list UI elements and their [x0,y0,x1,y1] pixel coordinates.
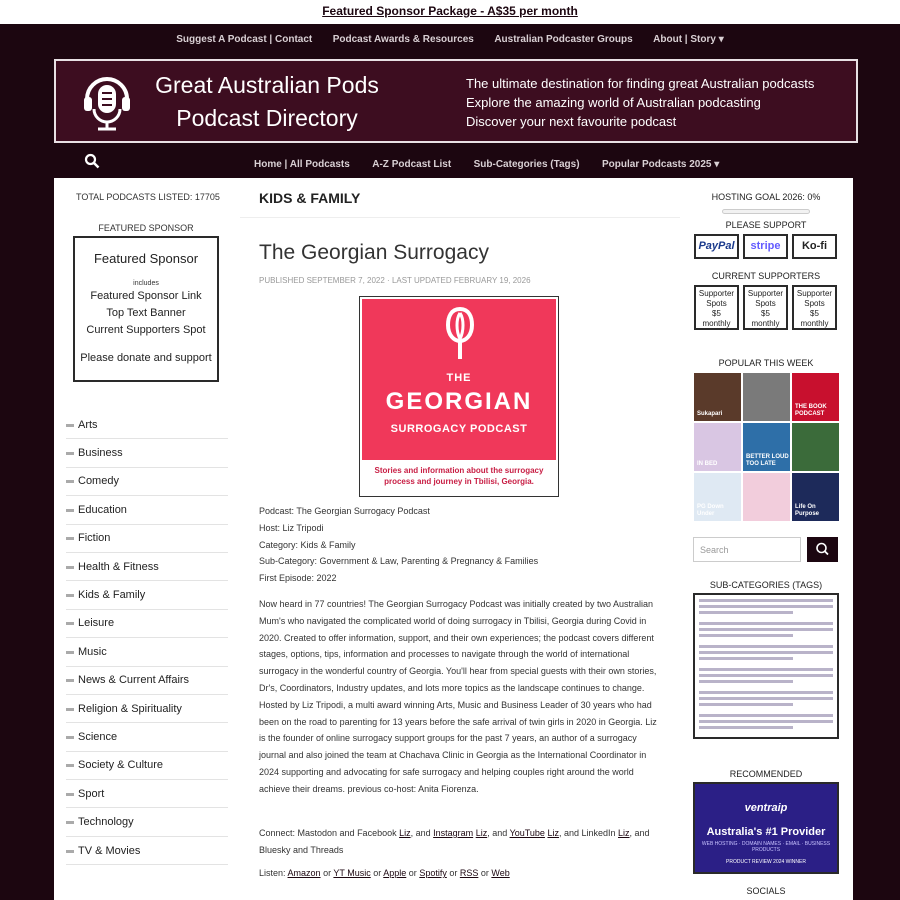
or-text: or [406,868,420,878]
nav-suggest[interactable]: Suggest A Podcast | Contact [176,34,313,45]
connect-text: , and [487,828,510,838]
nav-home[interactable]: Home | All Podcasts [254,159,350,170]
cover-subtitle: SURROGACY PODCAST [390,423,528,435]
supporter-text: monthly [702,319,731,328]
supporter-text: $5 [810,309,819,318]
supporter-text: Supporter [747,289,784,298]
category-business[interactable]: Business [66,439,228,467]
popular-podcast-label: PG Down Under [697,504,724,517]
popular-grid [694,373,839,520]
web-link[interactable]: Web [491,868,510,878]
popular-podcast-tile[interactable] [792,473,839,521]
category-music[interactable]: Music [66,638,228,666]
connect-text: , and Bluesky and Threads [259,828,650,855]
cover-the: THE [446,372,472,384]
tagline-line1: The ultimate destination for finding great Australian podcasts [466,76,815,91]
ad-brand: ventraip [744,802,788,814]
nav-about[interactable]: About | Story ▾ [653,34,724,45]
podcast-description: Now heard in 77 countries! The Georgian Surrogacy Podcast was initially created by two Australian Mum's who navigated the complicated world of doing surrogacy in Tbilisi, Georgia during Covid in 2020. Created to offer information, support, and their own experiences; the podcast covers different stages, options, tips, information and processes to navigate through the world of international surrogacy in the wonderful country of Georgia. You'll hear from special guests with their own stories, Dr's, Coordinators, Industry updates, and lots more topics as the landscape continues to change. Hosted by Liz Tripodi, a multi award winning Arts, Music and Business Leader of 30 years who had been on the road to parenting for 13 years before the safe arrival of twin girls in 2020 in Georgia. Liz is the founder of online surrogacy support groups for the past 7 years, an author of a surrogacy journal and also joined the team at Chachava Clinic in Georgia as the International Coordinator in 2024 supporting and advocating for safe surrogacy and helping couples right around the world achieve their dreams. previous co-host: Anita Fiorenza. [259,599,657,794]
category-sport[interactable]: Sport [66,780,228,808]
tag-link-line[interactable] [699,599,833,602]
podcast-title: The Georgian Surrogacy [259,241,489,264]
popular-podcast-label: Life On Purpose [795,504,820,517]
site-header [54,59,858,143]
apple-link[interactable]: Apple [383,868,407,878]
facebook-link[interactable]: Liz [399,828,411,838]
supporter-spot[interactable] [792,285,837,330]
supporter-text: Supporter [796,289,833,298]
tag-link-line[interactable] [699,691,833,694]
instagram-link[interactable]: Instagram [433,828,474,838]
supporter-text: Spots [755,299,776,308]
ad-headline: Australia's #1 Provider [706,826,826,838]
featured-sponsor-includes: includes [133,280,159,287]
featured-sponsor-item: Current Supporters Spot [86,324,206,336]
cover-georgian: GEORGIAN [385,388,533,415]
cover-description: Stories and information about the surrogacy process and journey in Tbilisi, Georgia. [362,460,556,494]
nav-groups[interactable]: Australian Podcaster Groups [494,34,633,45]
featured-sponsor-item: Top Text Banner [106,307,186,319]
category-technology[interactable]: Technology [66,808,228,836]
supporter-text: Spots [706,299,727,308]
tag-link-line[interactable] [699,611,793,614]
promo-link[interactable]: Featured Sponsor Package - A$35 per month [322,4,578,18]
featured-sponsor-item: Featured Sponsor Link [90,290,202,302]
youtube-liz-link[interactable]: Liz [547,828,559,838]
nav-subcategories[interactable]: Sub-Categories (Tags) [473,159,580,170]
ad-badge: PRODUCT REVIEW 2024 WINNER [726,859,806,865]
featured-sponsor-heading: FEATURED SPONSOR [98,223,194,233]
tag-link-line[interactable] [699,726,793,729]
microphone-logo-icon[interactable] [82,71,132,131]
tags-heading: SUB-CATEGORIES (TAGS) [709,580,823,590]
search-input[interactable]: Search [693,537,801,562]
site-title[interactable] [152,69,382,135]
supporter-text: Supporter [698,289,735,298]
supporter-text: monthly [800,319,829,328]
connect-links [259,825,664,859]
top-navigation [0,24,900,58]
linkedin-link[interactable]: Liz [618,828,630,838]
stripe-button[interactable]: stripe [743,234,788,259]
left-sidebar [54,178,234,900]
nav-az-list[interactable]: A-Z Podcast List [372,159,452,170]
category-leisure[interactable]: Leisure [66,610,228,638]
search-button[interactable] [807,537,838,562]
popular-podcast-label: IN BED [697,461,718,467]
category-kids-family[interactable]: Kids & Family [66,581,228,609]
popular-podcast-tile[interactable] [792,373,839,421]
promo-bar [0,0,900,24]
category-fiction[interactable]: Fiction [66,525,228,553]
hosting-goal-heading: HOSTING GOAL 2026: 0% [711,192,821,202]
popular-podcast-label: Sukapari [697,411,723,417]
ytmusic-link[interactable]: YT Music [333,868,371,878]
category-news[interactable]: News & Current Affairs [66,667,228,695]
tag-link-line[interactable] [699,634,793,637]
featured-sponsor-title: Featured Sponsor [93,251,199,266]
tag-link-line[interactable] [699,680,793,683]
category-list [66,411,228,865]
hosting-goal-progress [722,209,810,214]
platform-buttons-strip[interactable] [332,894,587,900]
tagline-line2: Explore the amazing world of Australian podcasting [466,95,761,110]
category-arts[interactable]: Arts [66,411,228,439]
current-supporters-heading: CURRENT SUPPORTERS [711,271,821,281]
info-podcast: Podcast: The Georgian Surrogacy Podcast [259,506,430,516]
popular-podcast-tile[interactable] [743,373,790,421]
tag-link-line[interactable] [699,720,833,723]
paypal-button[interactable]: PayPal [694,234,739,259]
podcast-info [259,503,538,587]
supporter-text: monthly [751,319,780,328]
site-title-line1: Great Australian Pods [155,72,379,98]
tag-link-line[interactable] [699,628,833,631]
popular-podcast-tile[interactable] [792,423,839,471]
or-text: or [478,868,492,878]
info-subcategory: Sub-Category: Government & Law, Parenting & Pregnancy & Families [259,556,539,567]
supporter-spot[interactable] [743,285,788,330]
info-host: Host: Liz Tripodi [259,522,324,533]
main-navigation [54,143,858,178]
category-education[interactable]: Education [66,496,228,524]
main-article [240,178,680,900]
support-heading: PLEASE SUPPORT [725,220,807,230]
page-content [54,178,853,900]
kofi-button[interactable]: Ko-fi [792,234,837,259]
tag-link-line[interactable] [699,697,833,700]
instagram-liz-link[interactable]: Liz [475,828,488,838]
supporter-text: $5 [761,309,770,318]
or-text: or [370,868,384,878]
divider [240,217,680,218]
tag-link-line[interactable] [699,657,793,660]
search-icon [807,537,838,562]
tags-cloud[interactable] [693,593,839,739]
tag-link-line[interactable] [699,737,833,739]
connect-text: Connect: Mastodon and Facebook [259,828,400,838]
popular-podcast-tile[interactable] [694,473,741,521]
info-category: Category: Kids & Family [259,539,356,550]
info-first-episode: First Episode: 2022 [259,573,337,584]
tag-link-line[interactable] [699,703,793,706]
tag-link-line[interactable] [699,674,833,677]
popular-heading: POPULAR THIS WEEK [718,358,814,368]
supporter-text: Spots [804,299,825,308]
total-podcasts: TOTAL PODCASTS LISTED: 17705 [76,192,220,202]
post-meta: PUBLISHED SEPTEMBER 7, 2022 · LAST UPDATED FEBRUARY 19, 2026 [259,276,531,285]
right-sidebar [686,178,853,900]
rss-link[interactable]: RSS [459,868,479,878]
microphone-icon [440,305,480,365]
recommended-heading: RECOMMENDED [729,769,803,779]
category-comedy[interactable]: Comedy [66,468,228,496]
amazon-link[interactable]: Amazon [287,868,321,878]
category-tv-movies[interactable]: TV & Movies [66,837,228,865]
recommended-ad[interactable] [693,782,839,874]
nav-popular[interactable]: Popular Podcasts 2025 ▾ [602,159,720,170]
category-science[interactable]: Science [66,723,228,751]
cover-artwork [362,299,556,494]
category-title: KIDS & FAMILY [259,190,361,206]
ad-subtext: WEB HOSTING · DOMAIN NAMES · EMAIL · BUSINESS PRODUCTS [701,841,831,853]
supporter-spot[interactable] [694,285,739,330]
tag-link-line[interactable] [699,714,833,717]
category-health-fitness[interactable]: Health & Fitness [66,553,228,581]
popular-podcast-tile[interactable] [743,473,790,521]
tag-link-line[interactable] [699,668,833,671]
category-society[interactable]: Society & Culture [66,752,228,780]
popular-podcast-tile[interactable] [694,423,741,471]
nav-awards[interactable]: Podcast Awards & Resources [332,34,474,45]
youtube-link[interactable]: YouTube [509,828,545,838]
listen-links [259,868,510,878]
featured-sponsor-box[interactable] [73,236,219,382]
tag-link-line[interactable] [699,605,833,608]
popular-podcast-tile[interactable] [694,373,741,421]
popular-podcast-label: BETTER LOUD TOO LATE [746,454,789,467]
tag-link-line[interactable] [699,622,833,625]
spotify-link[interactable]: Spotify [419,868,447,878]
podcast-cover-image [359,296,559,497]
tagline-line3: Discover your next favourite podcast [466,114,677,129]
popular-podcast-label: THE BOOK PODCAST [795,404,827,417]
listen-label: Listen: [259,868,288,878]
featured-sponsor-cta: Please donate and support [80,352,212,364]
connect-text: , and LinkedIn [558,828,619,838]
tag-link-line[interactable] [699,651,833,654]
or-text: or [446,868,460,878]
category-religion[interactable]: Religion & Spirituality [66,695,228,723]
site-title-line2: Podcast Directory [176,105,358,131]
socials-heading: SOCIALS [746,886,786,896]
supporter-text: $5 [712,309,721,318]
tagline [466,74,814,131]
or-text: or [320,868,334,878]
connect-text: , and [410,828,434,838]
tag-link-line[interactable] [699,645,833,648]
search-icon[interactable] [84,153,100,169]
popular-podcast-tile[interactable] [743,423,790,471]
